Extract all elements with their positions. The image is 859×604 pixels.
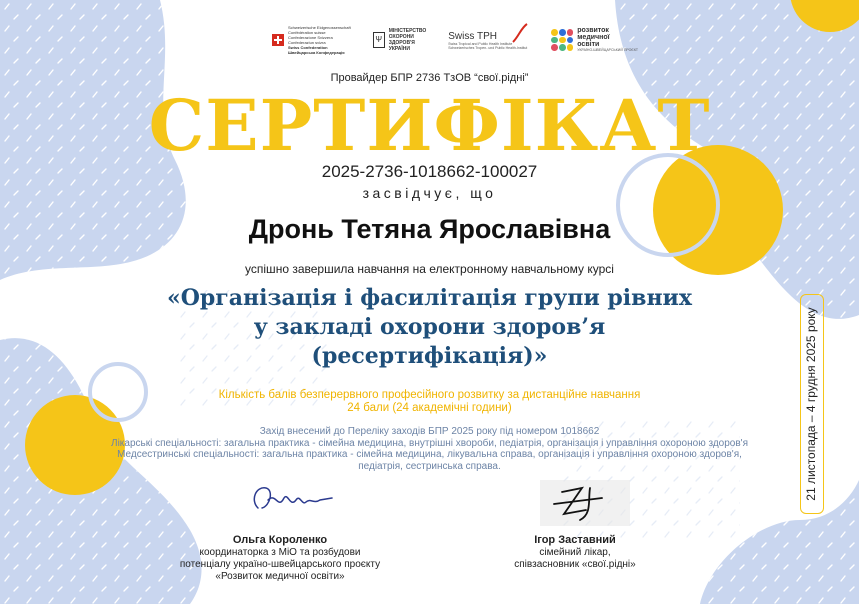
cpd-points: Кількість балів безперервного професійного розвитку за дистанційне навчання 24 бали (24 академічні години) <box>218 389 641 414</box>
trident-icon: Ψ <box>373 32 385 48</box>
completion-line: успішно завершила навчання на електронному навчальному курсі <box>245 262 614 276</box>
swiss-tph-swoosh-icon <box>511 22 529 44</box>
swiss-confederation-logo: Schweizerische Eidgenossenschaft Confédération suisse Confederazione Svizzera Confederaziun svizra Swiss Confederation Швейцарська Конфедерація <box>272 25 351 55</box>
signature-right-scribble <box>540 480 630 526</box>
registry-info: Захід внесений до Переліку заходів БПР 2025 року під номером 1018662 Лікарські спеціальності: загальна практика - сімейна медицина, внутрішні хвороби, педіатрія, організація і управління охороною здоров'я Медсестринські спеціальності: загальна практика - сімейна медицина, лікувальна справа, організація і управління охороною здоров'я, педіатрія, сестринська справа. <box>111 426 748 472</box>
partner-logos <box>272 20 638 60</box>
swiss-flag-icon <box>272 34 284 46</box>
provider-line: Провайдер БПР 2736 ТзОВ “свої.рідні” <box>330 72 529 84</box>
signature-left-scribble <box>248 480 338 520</box>
certifies-line: засвідчує, що <box>362 185 497 201</box>
medical-education-development-logo: розвиток медичної освіти УКРАЇНО-ШВЕЙЦАРСЬКИЙ ПРОЄКТ <box>551 27 638 53</box>
rmo-grid-icon <box>551 29 573 51</box>
recipient-name: Дронь Тетяна Ярославівна <box>248 214 611 244</box>
signatory-left: Ольга Короленко координаторка з МіО та розбудови потенціалу україно-швейцарського проєкту «Розвиток медичної освіти» <box>179 534 381 582</box>
certificate-number: 2025-2736-1018662-100027 <box>321 162 538 181</box>
signatory-right: Ігор Заставний сімейний лікар, співзасновник «свої.рідні» <box>514 534 636 570</box>
ministry-of-health-logo: Ψ МІНІСТЕРСТВО ОХОРОНИ ЗДОРОВ'Я УКРАЇНИ <box>373 28 427 52</box>
swiss-tph-logo: Swiss TPH Swiss Tropical and Public Health Institute Schweizerisches Tropen- und Public Health-Institut <box>448 31 529 50</box>
course-dates-box: 21 листопада – 4 грудня 2025 року <box>800 294 824 514</box>
certificate-title: СЕРТИФІКАТ <box>148 84 711 167</box>
course-title: «Організація і фасилітація групи рівних у закладі охорони здоров’я (ресертифікація)» <box>166 285 692 369</box>
